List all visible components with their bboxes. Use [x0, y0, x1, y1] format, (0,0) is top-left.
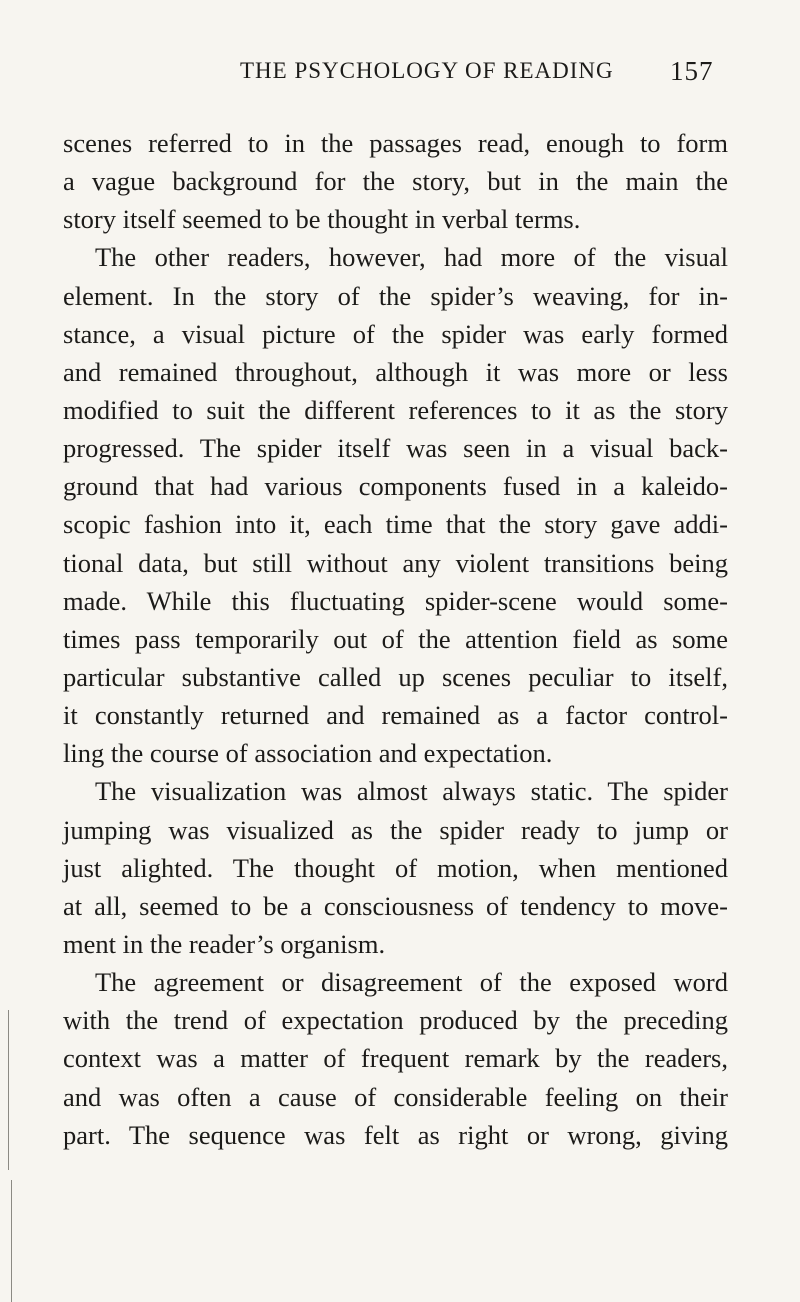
text-line: and remained throughout, although it was more or less — [63, 356, 728, 387]
text-line: ling the course of association and expectation. — [63, 738, 553, 769]
text-line: it constantly returned and remained as a factor control- — [63, 700, 728, 731]
text-line: The visualization was almost always static. The spider — [95, 776, 728, 807]
text-line: ment in the reader’s organism. — [63, 928, 386, 959]
page-edge-shadow — [8, 1010, 9, 1170]
text-line: The other readers, however, had more of the visual — [95, 242, 728, 273]
text-line: just alighted. The thought of motion, when mentioned — [63, 852, 728, 883]
text-line: The agreement or disagreement of the exposed word — [95, 967, 728, 998]
text-line: a vague background for the story, but in the main the — [63, 166, 728, 197]
text-line: stance, a visual picture of the spider was early formed — [63, 318, 728, 349]
text-line: context was a matter of frequent remark by the readers, — [63, 1043, 728, 1074]
text-line: ground that had various components fused in a kaleido- — [63, 471, 728, 502]
text-line: made. While this fluctuating spider-scene would some- — [63, 585, 728, 616]
text-line: scenes referred to in the passages read, enough to form — [63, 128, 728, 158]
text-line: story itself seemed to be thought in verbal terms. — [63, 204, 581, 235]
text-line: times pass temporarily out of the attention field as some — [63, 623, 728, 654]
text-line: scopic fashion into it, each time that the story gave addi- — [63, 509, 728, 540]
text-line: progressed. The spider itself was seen in a visual back- — [63, 433, 728, 464]
text-line: with the trend of expectation produced by the preceding — [63, 1005, 728, 1036]
body-text — [63, 124, 728, 1154]
text-line: tional data, but still without any violent transitions being — [63, 547, 728, 578]
text-line: element. In the story of the spider’s weaving, for in- — [63, 280, 728, 311]
page-edge-shadow — [11, 1180, 12, 1302]
text-line: modified to suit the different references to it as the story — [63, 394, 728, 425]
text-line: jumping was visualized as the spider ready to jump or — [63, 814, 728, 845]
text-line: and was often a cause of considerable feeling on their — [63, 1081, 728, 1112]
text-line: part. The sequence was felt as right or wrong, giving — [63, 1119, 728, 1150]
running-title: THE PSYCHOLOGY OF READING — [240, 58, 614, 83]
text-line: at all, seemed to be a consciousness of tendency to move- — [63, 890, 728, 921]
text-line: particular substantive called up scenes peculiar to itself, — [63, 661, 728, 692]
page-number: 157 — [670, 56, 714, 86]
